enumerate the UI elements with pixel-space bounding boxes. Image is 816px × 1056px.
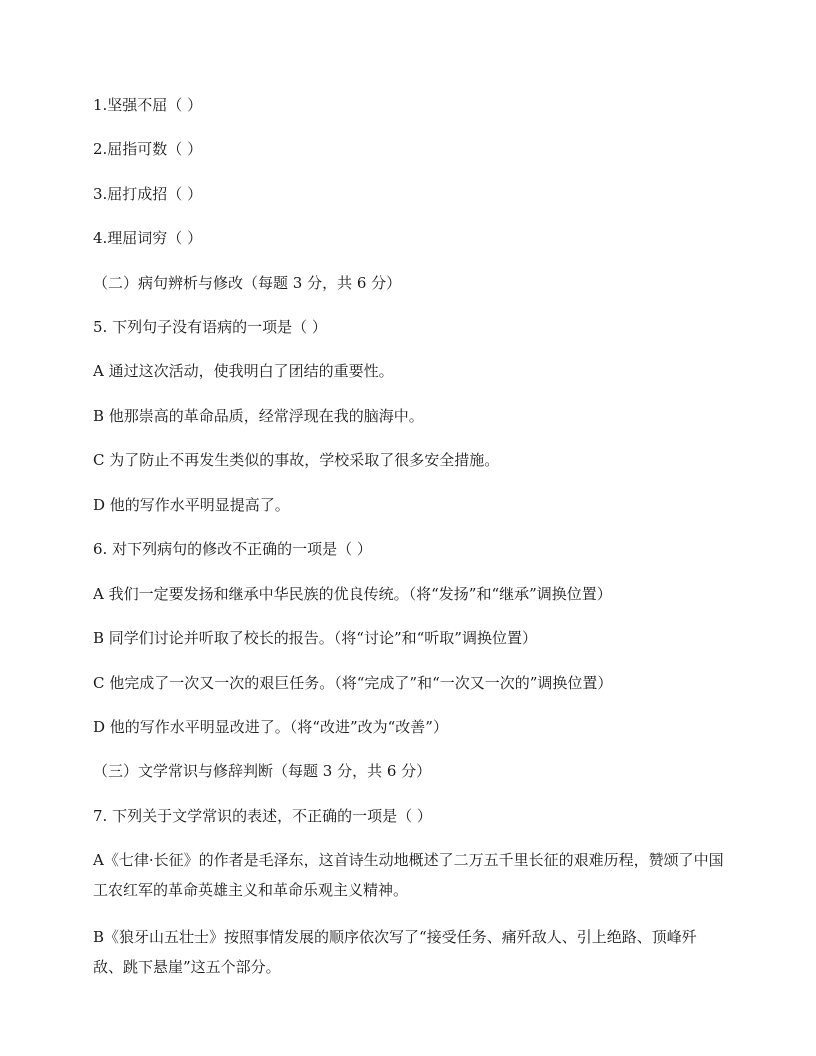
option-item-4: 4.理屈词穷（ ）: [93, 229, 203, 247]
question-7: 7. 下列关于文学常识的表述，不正确的一项是（ ）: [93, 807, 432, 825]
question-6-option-c: C 他完成了一次又一次的艰巨任务。（将“完成了”和“一次又一次的”调换位置）: [93, 674, 613, 692]
section-heading-3: （三）文学常识与修辞判断（每题 3 分，共 6 分）: [93, 762, 432, 780]
question-6-option-a: A 我们一定要发扬和继承中华民族的优良传统。（将“发扬”和“继承”调换位置）: [93, 585, 612, 603]
section-heading-2: （二）病句辨析与修改（每题 3 分，共 6 分）: [93, 274, 402, 292]
option-item-2: 2.屈指可数（ ）: [93, 140, 203, 158]
question-5-option-c: C 为了防止不再发生类似的事故，学校采取了很多安全措施。: [93, 451, 500, 469]
question-6: 6. 对下列病句的修改不正确的一项是（ ）: [93, 540, 372, 558]
question-6-option-d: D 他的写作水平明显改进了。（将“改进”改为“改善”）: [93, 718, 448, 736]
question-6-option-b: B 同学们讨论并听取了校长的报告。（将“讨论”和“听取”调换位置）: [93, 629, 537, 647]
question-5-option-d: D 他的写作水平明显提高了。: [93, 496, 290, 514]
question-5: 5. 下列句子没有语病的一项是（ ）: [93, 318, 327, 336]
question-7-option-a: A《七律·长征》的作者是毛泽东，这首诗生动地概述了二万五千里长征的艰难历程，赞颂了中国工农红军的革命英雄主义和革命乐观主义精神。: [93, 851, 724, 899]
question-7-option-b: B《狼牙山五壮士》按照事情发展的顺序依次写了“接受任务、痛歼敌人、引上绝路、顶峰歼敌、跳下悬崖”这五个部分。: [93, 928, 697, 976]
option-item-3: 3.屈打成招（ ）: [93, 185, 203, 203]
option-item-1: 1.坚强不屈（ ）: [93, 96, 203, 114]
question-5-option-b: B 他那崇高的革命品质，经常浮现在我的脑海中。: [93, 407, 424, 425]
question-5-option-a: A 通过这次活动，使我明白了团结的重要性。: [93, 362, 394, 380]
